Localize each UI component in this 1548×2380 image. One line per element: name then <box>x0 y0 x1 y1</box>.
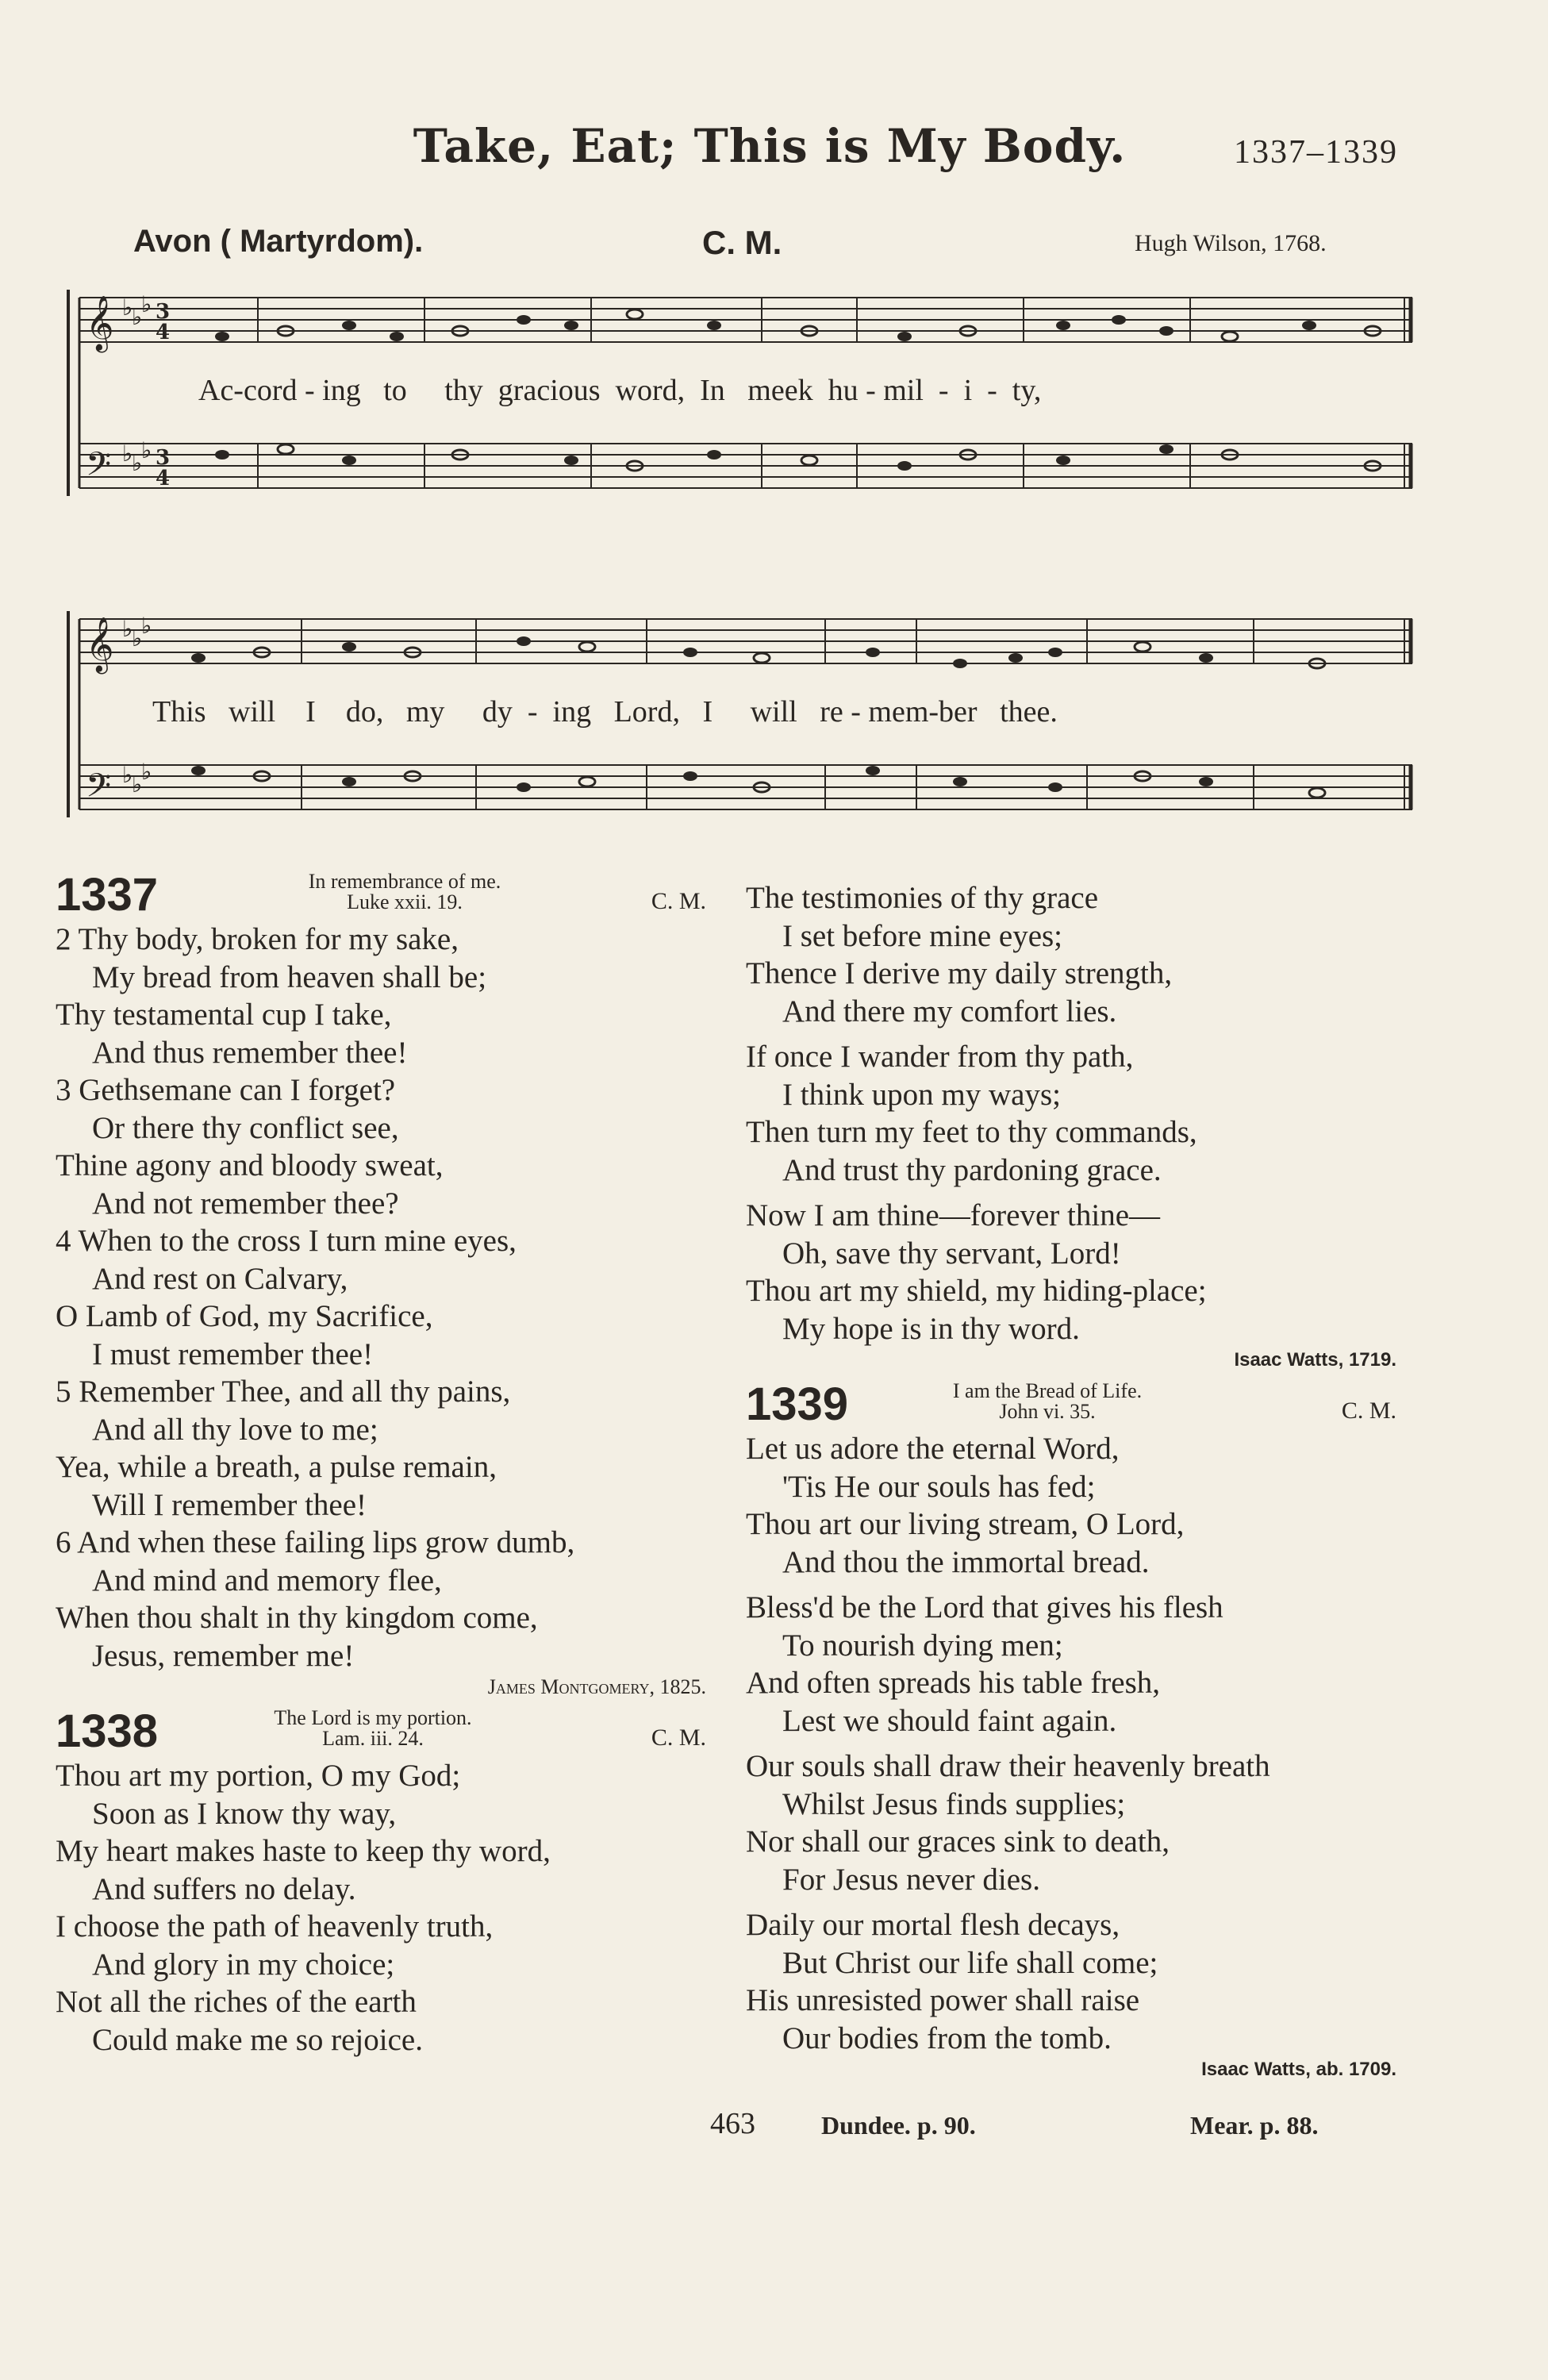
verse-line: For Jesus never dies. <box>782 1862 1040 1897</box>
treble-clef-icon: 𝄞 <box>86 295 114 351</box>
hymn-author: James Montgomery, 1825. <box>487 1675 706 1698</box>
verse-line: And thus remember thee! <box>92 1035 408 1070</box>
verse-line: Our bodies from the tomb. <box>782 2021 1112 2055</box>
tune-composer: Hugh Wilson, 1768. <box>1135 230 1327 256</box>
bass-staff-2 <box>79 765 1412 809</box>
verse-line: Yea, while a breath, a pulse remain, <box>56 1450 497 1484</box>
left-column <box>56 871 706 2059</box>
svg-text:♭: ♭ <box>141 437 152 463</box>
svg-text:♭: ♭ <box>141 291 152 317</box>
treble-clef-icon: 𝄞 <box>86 617 114 672</box>
hymn-1339-verses <box>746 1430 1396 2057</box>
lyrics-line-2: This will I do, my dy - ing Lord, I will re - mem-ber thee. <box>152 695 1058 729</box>
key-signature <box>122 613 152 798</box>
verse-line: And often spreads his table fresh, <box>746 1666 1161 1700</box>
page-number: 463 <box>710 2107 755 2140</box>
right-column <box>746 879 1396 2082</box>
svg-text:♭: ♭ <box>122 616 133 642</box>
verse-line: And glory in my choice; <box>92 1947 395 1982</box>
svg-text:3: 3 <box>156 446 171 470</box>
hymn-1338-header <box>56 1705 706 1757</box>
verse-line: My bread from heaven shall be; <box>92 959 487 994</box>
verse-line: 3 Gethsemane can I forget? <box>56 1073 396 1107</box>
verse-line: Bless'd be the Lord that gives his flesh <box>746 1590 1223 1624</box>
hymn-meter: C. M. <box>1341 1398 1396 1424</box>
svg-text:♭: ♭ <box>141 759 152 785</box>
hymn-1339-header <box>746 1378 1396 1430</box>
verse-line: Thou art my shield, my hiding-place; <box>746 1274 1207 1308</box>
running-title: Take, Eat; This is My Body. <box>413 119 1127 173</box>
lyrics-line-1: Ac-cord - ing to thy gracious word, In meek hu - mil - i - ty, <box>198 374 1042 407</box>
verse-line: Oh, save thy servant, Lord! <box>782 1236 1121 1271</box>
hymn-1338-verses <box>56 1757 706 2059</box>
treble-staff-1 <box>79 298 1412 342</box>
verse-line: Not all the riches of the earth <box>56 1985 417 2019</box>
time-signature <box>156 300 170 490</box>
verse-line: And there my comfort lies. <box>782 994 1117 1029</box>
svg-text:3: 3 <box>156 300 171 324</box>
hymn-number: 1338 <box>56 1705 159 1757</box>
svg-text:♭: ♭ <box>132 450 143 476</box>
verse-line: If once I wander from thy path, <box>746 1040 1134 1074</box>
hymn-author: Isaac Watts, 1719. <box>1234 1349 1396 1371</box>
verse-line: Thou art my portion, O my God; <box>56 1759 461 1793</box>
hymn-author: Isaac Watts, ab. 1709. <box>1201 2059 1396 2080</box>
verse-line: To nourish dying men; <box>782 1628 1063 1663</box>
hymn-meter: C. M. <box>651 888 706 914</box>
verse-line: Let us adore the eternal Word, <box>746 1432 1120 1466</box>
hymn-scripture: Luke xxii. 19. <box>347 890 463 913</box>
verse-line: And thou the immortal bread. <box>782 1544 1150 1579</box>
verse-line: And mind and memory flee, <box>92 1563 442 1598</box>
svg-text:♭: ♭ <box>122 762 133 788</box>
svg-text:♭: ♭ <box>141 613 152 639</box>
verse-line: And trust thy pardoning grace. <box>782 1152 1162 1187</box>
verse-line: His unresisted power shall raise <box>746 1983 1140 2017</box>
hymn-1337-verses <box>56 921 706 1674</box>
verse-line: 6 And when these failing lips grow dumb, <box>56 1525 575 1559</box>
tune-name: Avon ( Martyrdom). <box>133 224 424 259</box>
hymn-theme: In remembrance of me. <box>308 870 501 893</box>
hymn-theme: The Lord is my portion. <box>274 1706 472 1729</box>
verse-line: Now I am thine—forever thine— <box>746 1198 1161 1232</box>
verse-line: 'Tis He our souls has fed; <box>782 1469 1096 1504</box>
svg-text:♭: ♭ <box>122 294 133 321</box>
verse-line: 2 Thy body, broken for my sake, <box>56 922 459 956</box>
svg-text:♭: ♭ <box>122 440 133 467</box>
verse-line: I set before mine eyes; <box>782 918 1063 953</box>
verse-line: I think upon my ways; <box>782 1077 1061 1112</box>
bass-clef-icon: 𝄢 <box>86 445 112 491</box>
verse-line: O Lamb of God, my Sacrifice, <box>56 1299 433 1333</box>
verse-line: I must remember thee! <box>92 1336 374 1371</box>
verse-line: Will I remember thee! <box>92 1487 367 1522</box>
verse-line: My heart makes haste to keep thy word, <box>56 1834 551 1868</box>
hymn-1338-verses-continued <box>746 879 1396 1348</box>
verse-line: Then turn my feet to thy commands, <box>746 1115 1197 1149</box>
verse-line: My hope is in thy word. <box>782 1311 1080 1346</box>
verse-line: Soon as I know thy way, <box>92 1796 397 1831</box>
tune-meter: C. M. <box>702 224 782 261</box>
svg-text:♭: ♭ <box>132 771 143 798</box>
verse-line: I choose the path of heavenly truth, <box>56 1909 494 1944</box>
verse-line: Thy testamental cup I take, <box>56 998 392 1032</box>
hymn-theme: I am the Bread of Life. <box>952 1379 1143 1402</box>
verse-line: Whilst Jesus finds supplies; <box>782 1786 1126 1821</box>
verse-line: The testimonies of thy grace <box>746 881 1099 915</box>
verse-line: Or there thy conflict see, <box>92 1110 399 1145</box>
verse-line: And not remember thee? <box>92 1186 399 1221</box>
svg-text:♭: ♭ <box>132 625 143 652</box>
bass-staff-1 <box>79 444 1412 488</box>
verse-line: And all thy love to me; <box>92 1412 378 1447</box>
hymn-range: 1337–1339 <box>1234 134 1398 171</box>
verse-line: Jesus, remember me! <box>92 1638 355 1673</box>
alternate-tune-2: Mear. p. 88. <box>1190 2111 1319 2140</box>
hymn-scripture: Lam. iii. 24. <box>322 1727 424 1750</box>
verse-line: Lest we should faint again. <box>782 1703 1117 1738</box>
verse-line: And suffers no delay. <box>92 1871 356 1906</box>
verse-line: But Christ our life shall come; <box>782 1945 1158 1980</box>
verse-line: 4 When to the cross I turn mine eyes, <box>56 1224 517 1258</box>
verse-line: Nor shall our graces sink to death, <box>746 1824 1170 1859</box>
hymn-1337-header <box>56 871 706 921</box>
svg-text:4: 4 <box>156 321 171 344</box>
hymn-scripture: John vi. 35. <box>999 1400 1096 1423</box>
svg-text:4: 4 <box>156 467 171 490</box>
verse-line: 5 Remember Thee, and all thy pains, <box>56 1375 511 1409</box>
verse-line: And rest on Calvary, <box>92 1261 348 1296</box>
svg-text:♭: ♭ <box>132 304 143 330</box>
verse-line: Our souls shall draw their heavenly breath <box>746 1749 1270 1783</box>
verse-line: Thine agony and bloody sweat, <box>56 1148 444 1182</box>
verse-line: Daily our mortal flesh decays, <box>746 1908 1120 1942</box>
verse-line: Thence I derive my daily strength, <box>746 956 1173 990</box>
verse-line: When thou shalt in thy kingdom come, <box>56 1601 538 1635</box>
verse-line: Could make me so rejoice. <box>92 2022 423 2057</box>
hymn-meter: C. M. <box>651 1724 706 1751</box>
hymn-number: 1339 <box>746 1378 849 1430</box>
bass-clef-icon: 𝄢 <box>86 767 112 813</box>
alternate-tune-1: Dundee. p. 90. <box>821 2111 976 2140</box>
hymn-number: 1337 <box>56 869 159 921</box>
key-signature <box>122 291 152 476</box>
verse-line: Thou art our living stream, O Lord, <box>746 1507 1185 1541</box>
